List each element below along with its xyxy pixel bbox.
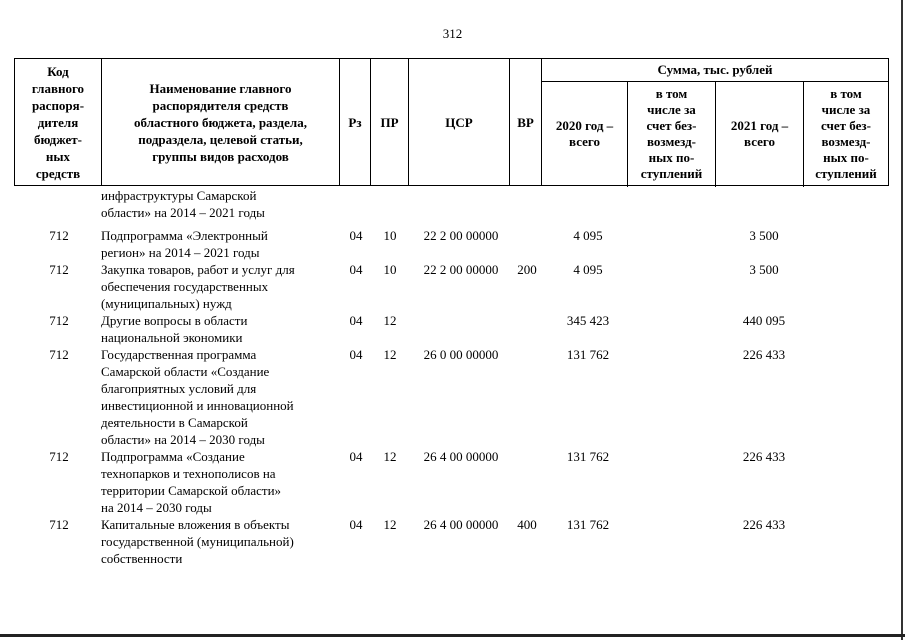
header-pr: ПР (371, 59, 409, 185)
table-row (14, 261, 889, 312)
row-2021-total: 226 433 (742, 449, 786, 464)
row-pr: 10 (383, 262, 397, 277)
row-name: Подпрограмма «Создание технопарков и технополисов на территории Самарской области» на 2014 – 2030 годы (101, 449, 282, 515)
header-2021-total: 2021 год – всего (716, 81, 804, 187)
row-2020-total: 131 762 (566, 347, 610, 362)
row-2020-total: 4 095 (573, 262, 603, 277)
row-vr: 400 (517, 517, 537, 532)
row-name: Подпрограмма «Электронный регион» на 2014 – 2021 годы (101, 228, 268, 260)
row-rz: 04 (349, 228, 363, 243)
row-name: Капитальные вложения в объекты государственной (муниципальной) собственности (101, 517, 294, 566)
row-csr: 22 2 00 00000 (423, 262, 499, 277)
table-body (14, 187, 889, 567)
row-name: Государственная программа Самарской области «Создание благоприятных условий для инвестиционной и инновационной деятельности в Самарской области» на 2014 – 2030 годы (101, 347, 294, 447)
table-header (14, 58, 889, 186)
header-vr: ВР (510, 59, 542, 185)
row-vr: 200 (517, 262, 537, 277)
row-2020-total: 131 762 (566, 449, 610, 464)
row-csr: 26 4 00 00000 (423, 449, 499, 464)
page-right-edge (901, 0, 903, 640)
row-2020-total: 131 762 (566, 517, 610, 532)
header-2021-free: в том числе за счет без- возмезд- ных по- ступлений (815, 86, 877, 181)
header-2020-free: в том числе за счет без- возмезд- ных по- ступлений (628, 81, 716, 187)
row-code: 712 (49, 517, 69, 532)
table-row (14, 448, 889, 516)
row-pr: 12 (383, 517, 397, 532)
header-rz: Рз (340, 59, 371, 185)
row-code: 712 (49, 262, 69, 277)
header-csr: ЦСР (409, 59, 510, 185)
row-rz: 04 (349, 262, 363, 277)
row-pr: 10 (383, 228, 397, 243)
header-sum-group: Сумма, тыс. рублей (542, 59, 888, 82)
header-2020-total: 2020 год – всего (542, 81, 628, 187)
row-rz: 04 (349, 449, 363, 464)
row-code: 712 (49, 347, 69, 362)
row-csr: 26 0 00 00000 (423, 347, 499, 362)
row-2020-total: 4 095 (573, 228, 603, 243)
row-2021-total: 3 500 (749, 228, 779, 243)
table-row (14, 312, 889, 346)
page-bottom-edge (0, 634, 905, 637)
row-code: 712 (49, 313, 69, 328)
row-2021-total: 226 433 (742, 517, 786, 532)
header-code: Код главного распоря- дителя бюджет- ных средств (15, 59, 102, 185)
table-row (14, 227, 889, 261)
row-2021-total: 440 095 (742, 313, 786, 328)
row-2021-total: 226 433 (742, 347, 786, 362)
row-rz: 04 (349, 517, 363, 532)
row-name: Другие вопросы в области национальной экономики (101, 313, 248, 345)
row-csr: 26 4 00 00000 (423, 517, 499, 532)
row-2020-total: 345 423 (566, 313, 610, 328)
row-2021-total: 3 500 (749, 262, 779, 277)
page-number: 312 (442, 26, 463, 41)
row-name: инфраструктуры Самарской области» на 2014 – 2021 годы (101, 188, 265, 220)
row-rz: 04 (349, 347, 363, 362)
row-name: Закупка товаров, работ и услуг для обеспечения государственных (муниципальных) нужд (101, 262, 295, 311)
table-row (14, 516, 889, 567)
row-pr: 12 (383, 347, 397, 362)
header-name: Наименование главного распорядителя средств областного бюджета, раздела, подраздела, целевой статьи, группы видов расходов (102, 59, 340, 185)
row-pr: 12 (383, 449, 397, 464)
table-row (14, 346, 889, 448)
row-code: 712 (49, 449, 69, 464)
row-pr: 12 (383, 313, 397, 328)
table-row (14, 187, 889, 221)
row-code: 712 (49, 228, 69, 243)
row-rz: 04 (349, 313, 363, 328)
row-csr: 22 2 00 00000 (423, 228, 499, 243)
